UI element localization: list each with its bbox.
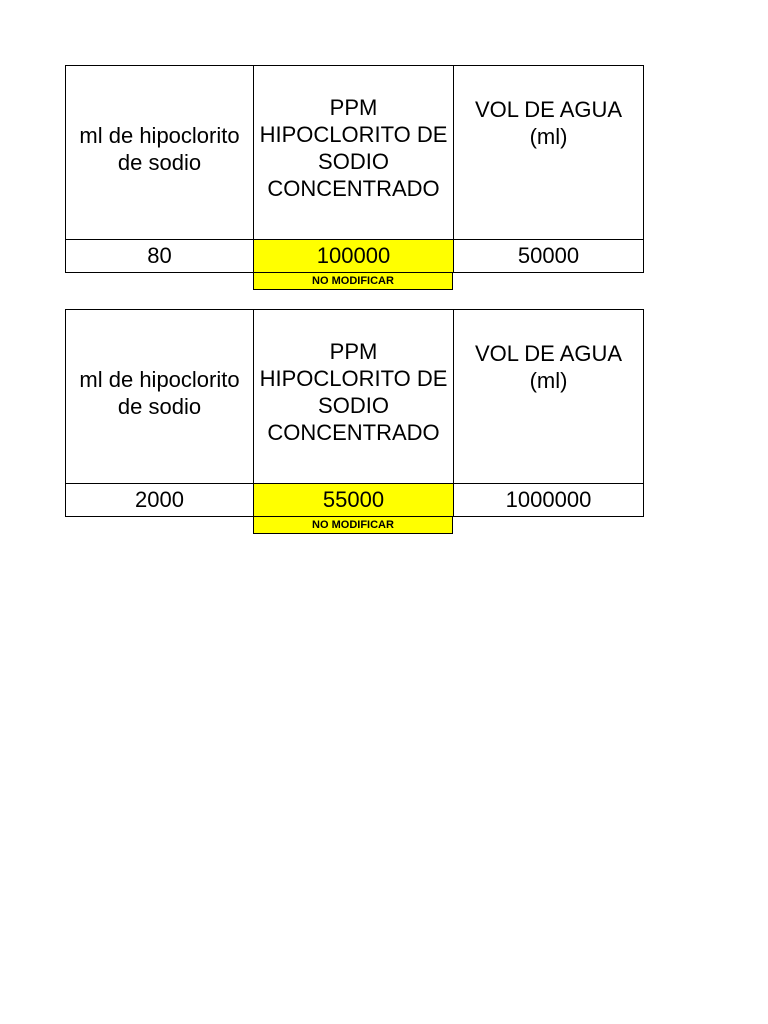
header-row: [66, 310, 644, 484]
header-vol-agua[interactable]: [454, 66, 644, 240]
header-row: [66, 66, 644, 240]
no-modificar-note: NO MODIFICAR: [253, 517, 453, 534]
value-ml-cell[interactable]: 2000: [66, 484, 254, 517]
header-ml-hipoclorito[interactable]: [66, 310, 254, 484]
value-ml-cell[interactable]: 80: [66, 240, 254, 273]
header-ppm-text: PPM HIPOCLORITO DE SODIO CONCENTRADO: [259, 95, 448, 201]
value-vol-cell[interactable]: 1000000: [454, 484, 644, 517]
header-vol-text: VOL DE AGUA (ml): [474, 341, 623, 393]
value-row: [66, 240, 644, 273]
header-ml-text: ml de hipoclorito de sodio: [79, 122, 240, 175]
value-vol-cell[interactable]: 50000: [454, 240, 644, 273]
dilution-table-1: [65, 65, 643, 287]
value-ppm-cell[interactable]: 55000: [254, 484, 454, 517]
value-ppm-cell[interactable]: 100000: [254, 240, 454, 273]
no-modificar-note: NO MODIFICAR: [253, 273, 453, 290]
dilution-table-2: [65, 309, 643, 531]
header-ml-hipoclorito[interactable]: [66, 66, 254, 240]
header-ppm-concentrado[interactable]: [254, 310, 454, 484]
dilution-grid: [65, 65, 644, 273]
value-row: [66, 484, 644, 517]
header-vol-text: VOL DE AGUA (ml): [474, 97, 623, 149]
header-vol-agua[interactable]: [454, 310, 644, 484]
dilution-grid: [65, 309, 644, 517]
header-ppm-text: PPM HIPOCLORITO DE SODIO CONCENTRADO: [259, 339, 448, 445]
header-ml-text: ml de hipoclorito de sodio: [79, 366, 240, 419]
header-ppm-concentrado[interactable]: [254, 66, 454, 240]
